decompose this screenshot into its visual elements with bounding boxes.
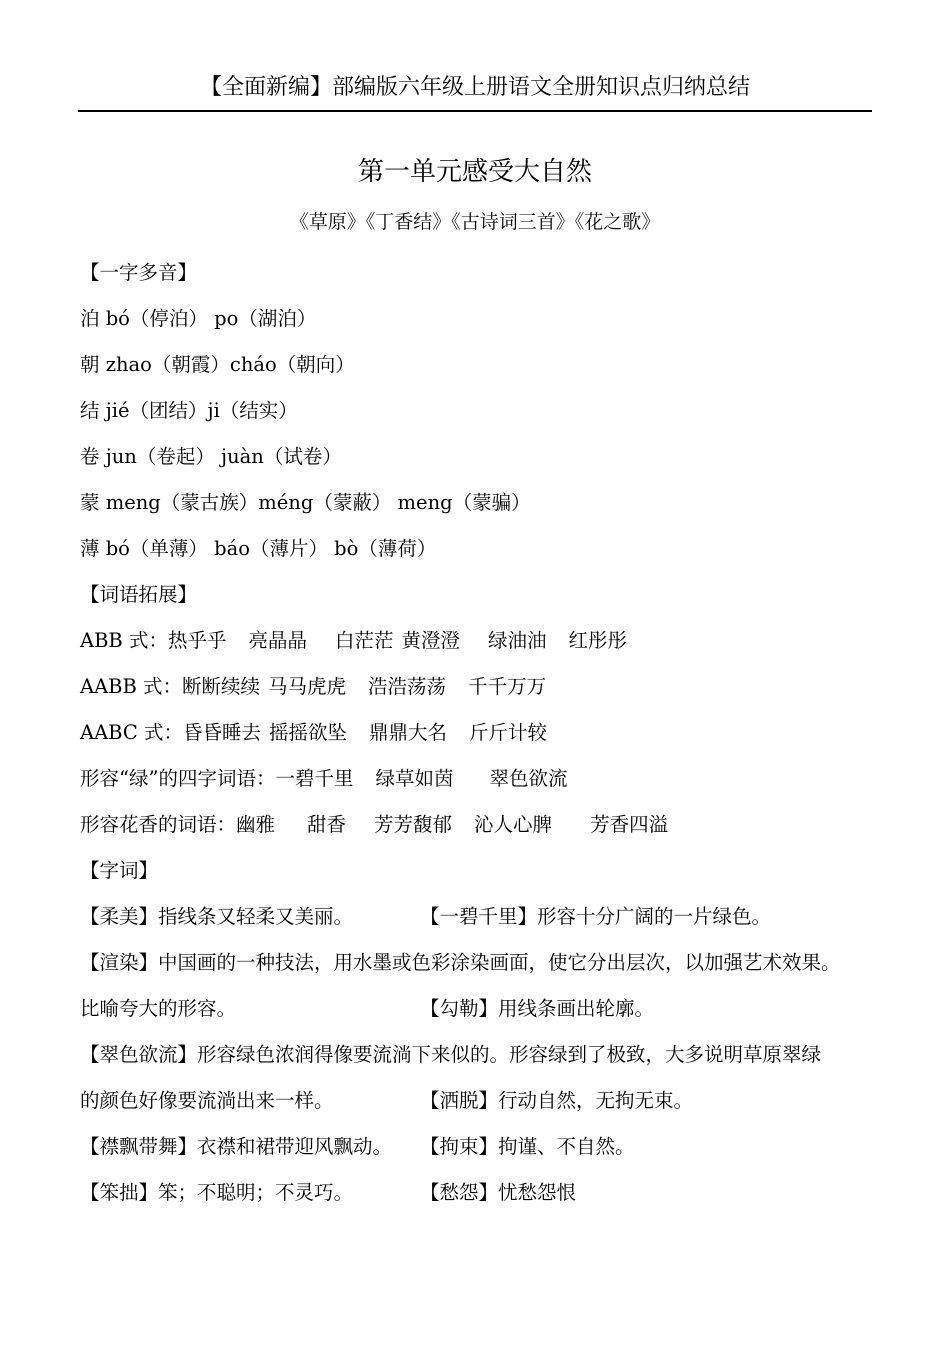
polyphone-line: 卷 jun（卷起） juàn（试卷） (80, 445, 342, 468)
polyphone-line: 朝 zhao（朝霞）cháo（朝向） (80, 353, 355, 376)
vocab-word: 沁人心脾 (474, 813, 553, 836)
vocab-green-line (80, 756, 880, 802)
vocab-word: 芳香四溢 (590, 813, 669, 836)
vocab-aabb-line (80, 664, 880, 710)
section-heading-polyphone: 【一字多音】 (80, 261, 198, 284)
vocab-word: 斤斤计较 (469, 721, 548, 744)
unit-title: 第一单元感受大自然 (357, 157, 592, 187)
vocab-word: 摇摇欲坠 (268, 721, 347, 744)
word-definition: 【一碧千里】形容十分广阔的一片绿色。 (420, 905, 772, 928)
vocab-fragrance-line (80, 802, 880, 848)
word-definition-row (80, 1078, 880, 1124)
vocab-word: 绿油油 (488, 629, 547, 652)
vocab-word: 芳芳馥郁 (374, 813, 453, 836)
word-definition-row (80, 986, 880, 1032)
vocab-word: 浩浩荡荡 (368, 675, 447, 698)
vocab-aabc-line (80, 710, 880, 756)
section-heading-vocab: 【词语拓展】 (80, 583, 198, 606)
word-definition: 的颜色好像要流淌出来一样。 (80, 1089, 334, 1112)
polyphone-line: 薄 bó（单薄） báo（薄片） bò（薄荷） (80, 537, 437, 560)
document-header: 【全面新编】部编版六年级上册语文全册知识点归纳总结 (78, 68, 872, 112)
word-definition: 【洒脱】行动自然，无拘无束。 (420, 1089, 694, 1112)
vocab-word: 马马虎虎 (268, 675, 347, 698)
word-definition-row (80, 894, 880, 940)
section-heading-words: 【字词】 (80, 859, 159, 882)
vocab-word: 红彤彤 (568, 629, 628, 652)
vocab-word: AABB 式：断断续续 (80, 675, 261, 698)
word-definition-row: 【翠色欲流】形容绿色浓润得像要流淌下来似的。形容绿到了极致，大多说明草原翠绿 (80, 1043, 822, 1066)
vocab-word: ABB 式：热乎乎 (80, 629, 227, 652)
word-definition: 【柔美】指线条又轻柔又美丽。 (80, 905, 354, 928)
polyphone-line: 泊 bó（停泊） po（湖泊） (80, 307, 317, 330)
vocab-word: 绿草如茵 (375, 767, 454, 790)
word-definition: 比喻夸大的形容。 (80, 997, 237, 1020)
word-definition-row (80, 1124, 880, 1170)
vocab-word: 千千万万 (468, 675, 547, 698)
vocab-word: 形容“绿”的四字词语：一碧千里 (80, 767, 354, 790)
vocab-word: AABC 式：昏昏睡去 (80, 721, 261, 744)
polyphone-line: 蒙 meng（蒙古族）méng（蒙蔽） meng（蒙骗） (80, 491, 531, 514)
vocab-word: 翠色欲流 (489, 767, 568, 790)
word-definition: 【笨拙】笨；不聪明；不灵巧。 (80, 1181, 354, 1204)
word-definition: 【勾勒】用线条画出轮廓。 (420, 997, 655, 1020)
vocab-abb-line (80, 618, 880, 664)
vocab-word: 白茫茫 (334, 629, 394, 652)
vocab-word: 形容花香的词语：幽雅 (80, 813, 276, 836)
polyphone-line: 结 jié（团结）ji（结实） (80, 399, 298, 422)
vocab-word: 甜香 (307, 813, 347, 836)
word-definition-row: 【渲染】中国画的一种技法，用水墨或色彩涂染画面，使它分出层次，以加强艺术效果。 (80, 951, 841, 974)
word-definition: 【襟飘带舞】衣襟和裙带迎风飘动。 (80, 1135, 393, 1158)
vocab-word: 黄澄澄 (401, 629, 460, 652)
lesson-titles: 《草原》《丁香结》《古诗词三首》《花之歌》 (289, 211, 661, 233)
vocab-word: 鼎鼎大名 (369, 721, 448, 744)
document-body (80, 250, 880, 1216)
word-definition-row (80, 1170, 880, 1216)
word-definition: 【愁怨】忧愁怨恨 (420, 1181, 577, 1204)
vocab-word: 亮晶晶 (248, 629, 307, 652)
word-definition: 【拘束】拘谨、不自然。 (420, 1135, 635, 1158)
